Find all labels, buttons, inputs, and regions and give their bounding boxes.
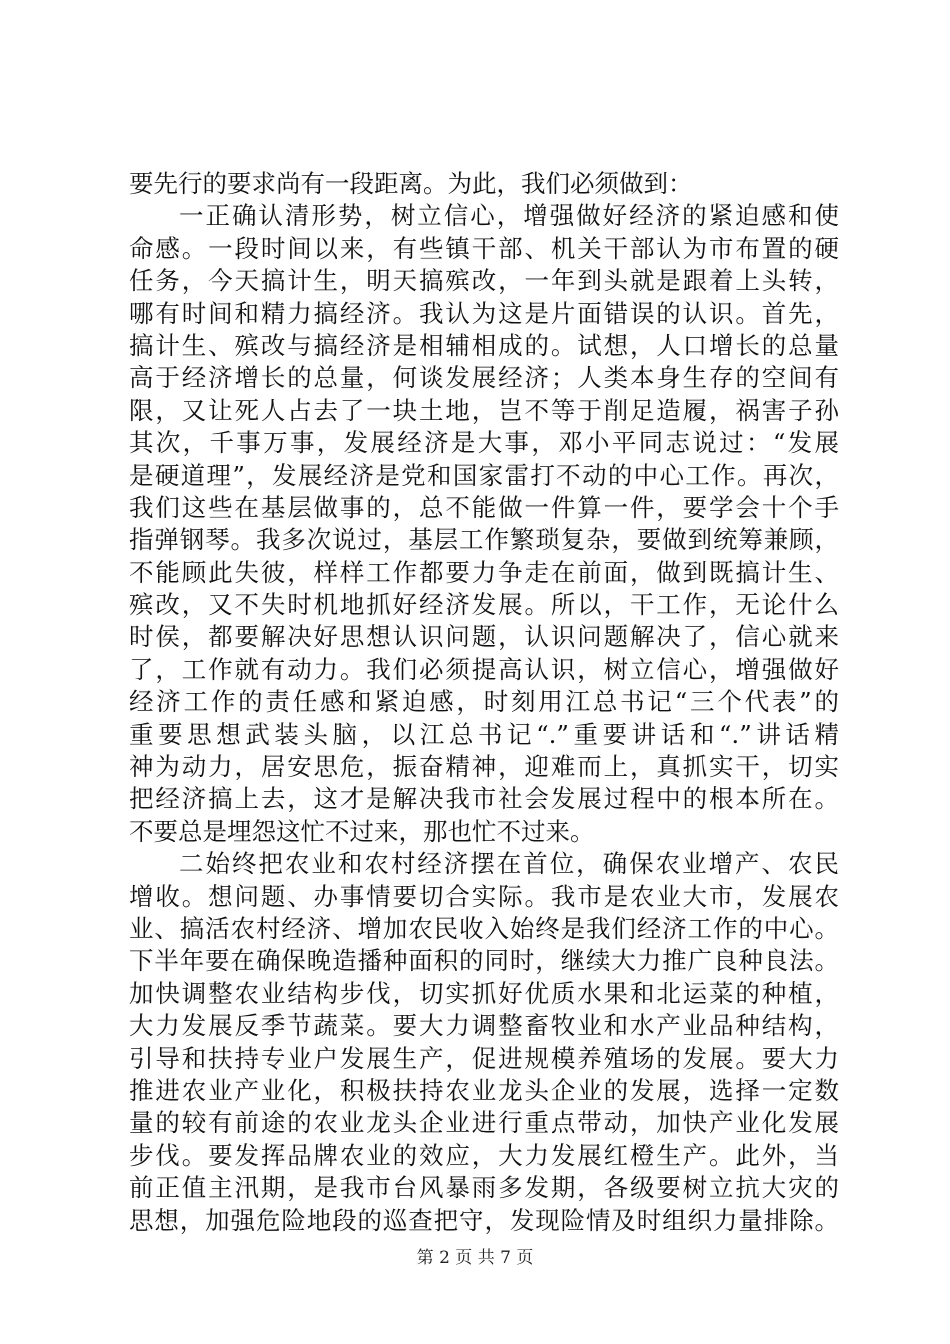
text-line: 不能顾此失彼，样样工作都要力争走在前面，做到既搞计生、: [129, 557, 839, 587]
text-line: 指弹钢琴。我多次说过，基层工作繁琐复杂，要做到统筹兼顾，: [129, 525, 839, 555]
text-line: 不要总是埋怨这忙不过来，那也忙不过来。: [129, 816, 595, 846]
text-line: 我们这些在基层做事的，总不能做一件算一件，要学会十个手: [129, 492, 839, 522]
text-line: 高于经济增长的总量，何谈发展经济；人类本身生存的空间有: [129, 363, 839, 393]
text-line: 思想，加强危险地段的巡查把守，发现险情及时组织力量排除。: [129, 1205, 839, 1235]
text-line: 重要思想武装头脑，以江总书记“.”重要讲话和“.”讲话精: [129, 719, 839, 749]
page-footer: 第 2 页 共 7 页: [416, 1248, 534, 1268]
text-line: 是硬道理”，发展经济是党和国家雷打不动的中心工作。再次，: [129, 460, 839, 490]
text-line: 步伐。要发挥品牌农业的效应，大力发展红橙生产。此外，当: [129, 1140, 839, 1170]
text-line: 搞计生、殡改与搞经济是相辅相成的。试想，人口增长的总量: [129, 330, 839, 360]
text-line: 增收。想问题、办事情要切合实际。我市是农业大市，发展农: [129, 881, 839, 911]
text-line: 其次，千事万事，发展经济是大事，邓小平同志说过：“发展: [129, 428, 839, 458]
text-line: 经济工作的责任感和紧迫感，时刻用江总书记“三个代表”的: [129, 687, 839, 717]
text-line: 量的较有前途的农业龙头企业进行重点带动，加快产业化发展: [129, 1108, 839, 1138]
text-line: 加快调整农业结构步伐，切实抓好优质水果和北运菜的种植，: [129, 978, 839, 1008]
text-line: 业、搞活农村经济、增加农民收入始终是我们经济工作的中心。: [129, 913, 839, 943]
text-line: 一正确认清形势，树立信心，增强做好经济的紧迫感和使: [179, 201, 839, 231]
text-line: 推进农业产业化，积极扶持农业龙头企业的发展，选择一定数: [129, 1075, 839, 1105]
text-line: 时侯，都要解决好思想认识问题，认识问题解决了，信心就来: [129, 622, 839, 652]
text-line: 命感。一段时间以来，有些镇干部、机关干部认为市布置的硬: [129, 233, 839, 263]
text-line: 二始终把农业和农村经济摆在首位，确保农业增产、农民: [179, 849, 839, 879]
text-line: 限，又让死人占去了一块土地，岂不等于削足造履，祸害子孙: [129, 395, 839, 425]
text-line: 哪有时间和精力搞经济。我认为这是片面错误的认识。首先，: [129, 298, 839, 328]
text-line: 任务，今天搞计生，明天搞殡改，一年到头就是跟着上头转，: [129, 266, 839, 296]
body-text: [129, 168, 839, 1237]
text-line: 大力发展反季节蔬菜。要大力调整畜牧业和水产业品种结构，: [129, 1011, 839, 1041]
text-line: 了，工作就有动力。我们必须提高认识，树立信心，增强做好: [129, 654, 839, 684]
text-line: 下半年要在确保晚造播种面积的同时，继续大力推广良种良法。: [129, 946, 839, 976]
text-line: 把经济搞上去，这才是解决我市社会发展过程中的根本所在。: [129, 784, 839, 814]
text-line: 引导和扶持专业户发展生产，促进规模养殖场的发展。要大力: [129, 1043, 839, 1073]
text-line: 前正值主汛期，是我市台风暴雨多发期，各级要树立抗大灾的: [129, 1173, 839, 1203]
text-line: 殡改，又不失时机地抓好经济发展。所以，干工作，无论什么: [129, 590, 839, 620]
text-line: 神为动力，居安思危，振奋精神，迎难而上，真抓实干，切实: [129, 752, 839, 782]
text-line: 要先行的要求尚有一段距离。为此，我们必须做到：: [129, 169, 693, 198]
